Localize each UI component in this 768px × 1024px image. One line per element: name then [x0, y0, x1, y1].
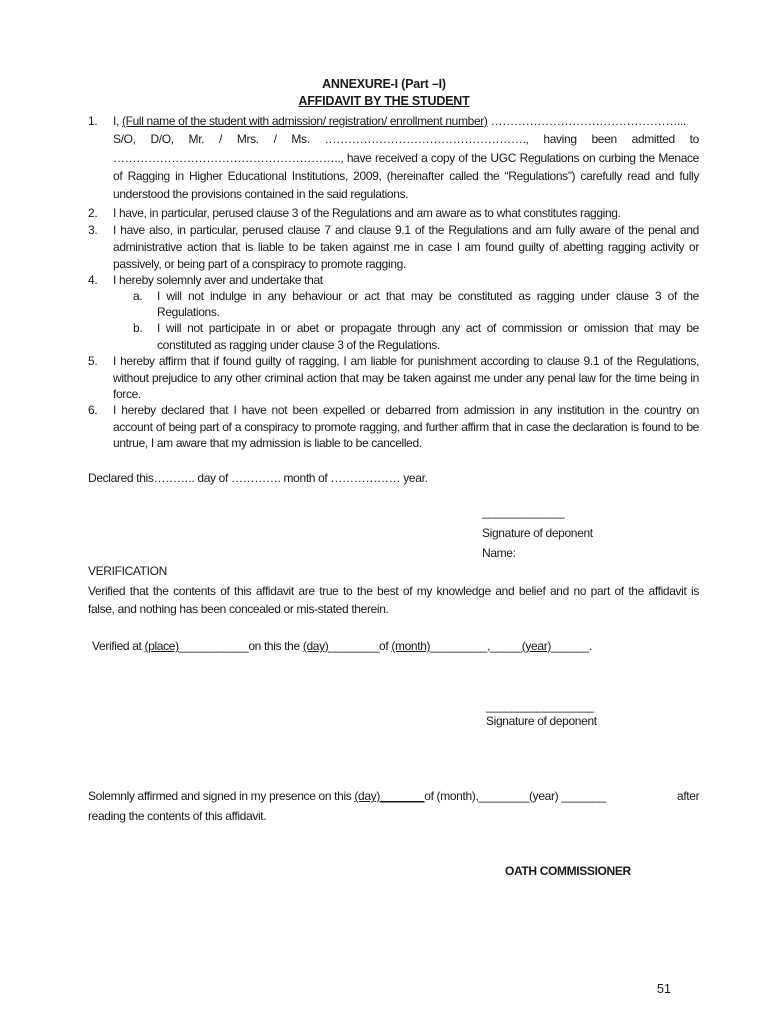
item-6-line-1: I hereby declared that I have not been expelled or debarred from admission in any institution in the country on: [113, 403, 699, 417]
item-3-line-2: administrative action that is liable to be taken against me in case I am found guilty of abetting ragging activity or: [113, 240, 699, 254]
signature-label: Signature of deponent: [486, 714, 597, 728]
subitem-letter: a.: [133, 289, 143, 303]
item-1-line-5: understood the provisions contained in the said regulations.: [113, 187, 409, 201]
text: on this the: [248, 639, 303, 653]
full-name-field-label: (Full name of the student with admission/ registration/ enrollment number): [121, 114, 488, 128]
item-number: 4.: [88, 273, 98, 287]
name-label: Name:: [482, 546, 516, 560]
item-3-line-1: I have also, in particular, perused clause 7 and clause 9.1 of the Regulations and am fully aware of the penal and: [113, 223, 699, 237]
item-4-line-1: I hereby solemnly aver and undertake that: [113, 273, 323, 287]
declaration-line: Declared this……….. day of …………. month of ……………… year.: [88, 471, 428, 485]
verified-at-line: [92, 639, 592, 653]
item-1-line-3: ………………………………………………….., have received a copy of the UGC Regulations on curbing the Menace: [113, 151, 699, 165]
day-label: (day): [302, 639, 329, 653]
blank: ______.: [551, 639, 592, 653]
subitem-letter: b.: [133, 321, 143, 335]
item-number: 3.: [88, 223, 98, 237]
signature-line: _____________: [482, 505, 565, 519]
verification-line-1: Verified that the contents of this affidavit are true to the best of my knowledge and belief and no part of the affidavit is: [88, 584, 699, 598]
solemn-line-1: [88, 789, 606, 803]
verification-line-2: false, and nothing has been concealed or mis-stated therein.: [88, 602, 389, 616]
item-number: 6.: [88, 403, 98, 417]
text: of (month),________(year) _______: [424, 789, 606, 803]
text: Verified at: [92, 639, 145, 653]
item-1-line-1: [113, 114, 686, 128]
month-label: (month): [391, 639, 431, 653]
subitem-a-line-1: I will not indulge in any behaviour or act that may be constituted as ragging under clause 3 of the: [157, 289, 699, 303]
signature-line: _________________: [486, 699, 594, 713]
text: of: [379, 639, 392, 653]
item-1-line-2: S/O, D/O, Mr. / Mrs. / Ms. ……………………………………………., having been admitted to: [113, 132, 699, 146]
year-label: (year): [521, 639, 551, 653]
page-number: 51: [657, 982, 671, 996]
affidavit-title: AFFIDAVIT BY THE STUDENT: [298, 94, 470, 108]
solemn-line-2: reading the contents of this affidavit.: [88, 809, 267, 823]
text: after: [677, 789, 700, 803]
item-5-line-2: without prejudice to any other criminal action that may be taken against me under any penal law for the time being in: [113, 371, 699, 385]
text: I,: [113, 114, 119, 128]
item-6-line-3: untrue, I am aware that my admission is liable to be cancelled.: [113, 436, 422, 450]
text: Solemnly affirmed and signed in my presence on this: [88, 789, 355, 803]
item-5-line-1: I hereby affirm that if found guilty of ragging, I am liable for punishment according to clause 9.1 of the Regulations,: [113, 354, 699, 368]
signature-label: Signature of deponent: [482, 526, 593, 540]
blank: …………………………………………...: [490, 114, 686, 128]
item-number: 5.: [88, 354, 98, 368]
annexure-heading: ANNEXURE-I (Part –I): [322, 77, 446, 91]
subitem-b-line-1: I will not participate in or abet or propagate through any act of commission or omission that may be: [157, 321, 699, 335]
item-number: 1.: [88, 114, 98, 128]
verification-heading: VERIFICATION: [88, 564, 167, 578]
blank: ________: [328, 639, 380, 653]
item-5-line-3: force.: [113, 387, 141, 401]
subitem-a-line-2: Regulations.: [157, 305, 220, 319]
item-number: 2.: [88, 206, 98, 220]
place-label: (place): [144, 639, 179, 653]
item-2-line-1: I have, in particular, perused clause 3 of the Regulations and am aware as to what constitutes ragging.: [113, 206, 621, 220]
item-6-line-2: account of being part of a conspiracy to promote ragging, and further affirm that in case the declaration is found to be: [113, 420, 699, 434]
item-1-line-4: of Ragging in Higher Educational Institutions, 2009, (hereinafter called the “Regulations”) carefully read and fully: [113, 169, 699, 183]
day-label: (day)_______: [354, 789, 425, 803]
blank: _________,_____: [430, 639, 522, 653]
oath-commissioner-label: OATH COMMISSIONER: [505, 864, 631, 878]
subitem-b-line-2: constituted as ragging under clause 3 of the Regulations.: [157, 338, 440, 352]
item-3-line-3: passively, or being part of a conspiracy to promote ragging.: [113, 257, 406, 271]
blank: ___________: [178, 639, 249, 653]
